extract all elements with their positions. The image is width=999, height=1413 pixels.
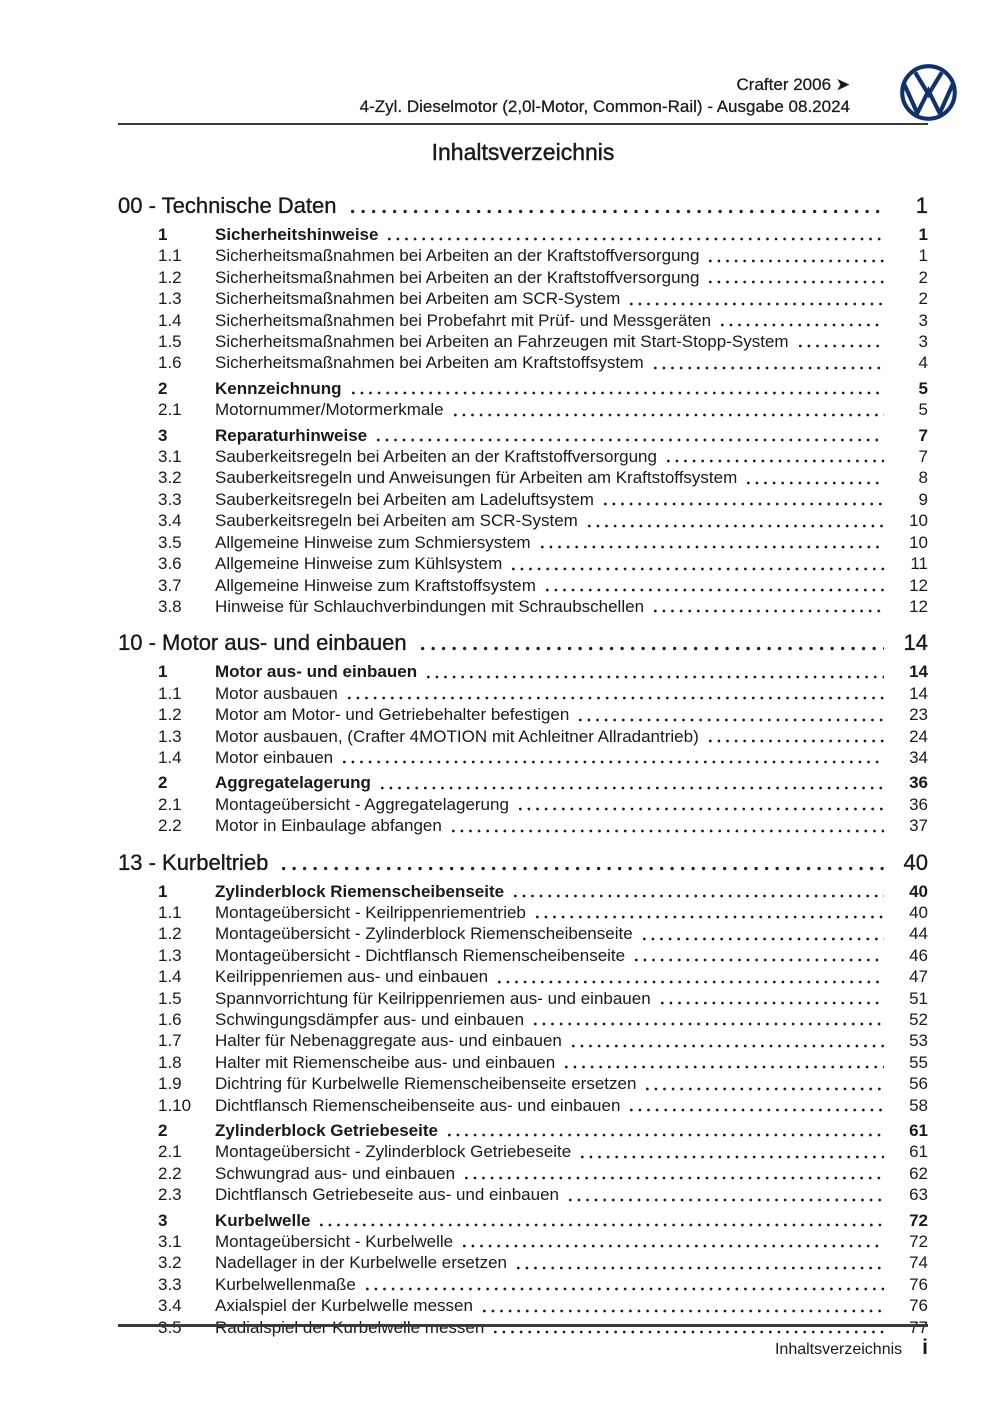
dot-leader [388, 236, 884, 242]
toc-entry[interactable] [118, 726, 928, 747]
toc-entry-page: 46 [909, 945, 928, 965]
toc-entry-title: Motor ausbauen [215, 683, 338, 703]
toc-entry[interactable] [118, 1184, 928, 1205]
dot-leader [452, 828, 884, 834]
toc-section-entries [118, 224, 928, 617]
toc-entry-number: 3.8 [158, 596, 182, 616]
dot-leader [604, 501, 884, 507]
toc-entry[interactable] [118, 553, 928, 574]
toc-entry-page: 77 [909, 1317, 928, 1337]
toc-entry-page: 14 [909, 662, 928, 682]
toc-entry-title: Montageübersicht - Aggregatelagerung [215, 794, 509, 814]
dot-leader [348, 695, 884, 701]
toc-entry-title: Motor in Einbaulage abfangen [215, 816, 442, 836]
dot-leader [483, 1308, 884, 1314]
dot-leader [534, 1021, 884, 1027]
toc-entry-title: Motornummer/Motormerkmale [215, 400, 444, 420]
toc-entry-page: 12 [909, 575, 928, 595]
toc-entry-page: 1 [918, 246, 928, 266]
toc-entry-number: 1.4 [158, 310, 182, 330]
toc-entry[interactable] [118, 902, 928, 923]
toc-entry-number: 1.1 [158, 683, 182, 703]
toc-entry-title: Reparaturhinweise [215, 425, 368, 445]
toc-entry-title: Allgemeine Hinweise zum Kühlsystem [215, 554, 503, 574]
dot-leader [282, 865, 884, 872]
toc-entry-page: 36 [909, 794, 928, 814]
toc-entry-page: 51 [909, 988, 928, 1008]
toc-entry[interactable] [118, 1073, 928, 1094]
toc-entry[interactable] [118, 704, 928, 725]
toc-entry-page: 53 [909, 1031, 928, 1051]
dot-leader [377, 437, 884, 443]
toc-entry-number: 1.3 [158, 289, 182, 309]
toc-section-header[interactable] [118, 193, 928, 219]
toc-entry-title: Nadellager in der Kurbelwelle ersetzen [215, 1253, 507, 1273]
toc-entry-page: 11 [910, 554, 928, 574]
toc-entry-title: Sicherheitsmaßnahmen bei Arbeiten am Kraftstoffsystem [215, 353, 644, 373]
header-model-line: Crafter 2006 ➤ [736, 75, 850, 94]
toc-entry-title: Allgemeine Hinweise zum Schmiersystem [215, 532, 531, 552]
toc-entry-page: 4 [918, 353, 928, 373]
toc-entry-number: 3.3 [158, 1274, 182, 1294]
toc-section [118, 193, 928, 617]
dot-leader [343, 759, 884, 765]
toc-entry-title: Sauberkeitsregeln bei Arbeiten am Ladeluftsystem [215, 489, 594, 509]
dot-leader [352, 390, 884, 396]
dot-leader [799, 343, 884, 349]
dot-leader [654, 608, 884, 614]
dot-leader [427, 674, 884, 680]
toc-entry-page: 44 [909, 924, 928, 944]
toc-entry[interactable] [118, 923, 928, 944]
toc-entry[interactable] [118, 575, 928, 596]
toc-entry-number: 2 [158, 773, 168, 793]
dot-leader [581, 1154, 884, 1160]
toc-entry[interactable] [118, 881, 928, 902]
toc-entry-title: Sauberkeitsregeln und Anweisungen für Arbeiten am Kraftstoffsystem [215, 468, 738, 488]
dot-leader [709, 258, 884, 264]
toc-entry-title: Sauberkeitsregeln bei Arbeiten an der Kraftstoffversorgung [215, 447, 657, 467]
toc-entry-title: Dichtring für Kurbelwelle Riemenscheibenseite ersetzen [215, 1074, 637, 1094]
toc-entry-page: 58 [909, 1095, 928, 1115]
dot-leader [519, 806, 884, 812]
toc-entry[interactable] [118, 1210, 928, 1231]
dot-leader [517, 1265, 884, 1271]
toc-entry-number: 2.1 [158, 1142, 182, 1162]
toc-entry-number: 1.3 [158, 945, 182, 965]
toc-entry-title: Sicherheitsmaßnahmen bei Arbeiten an Fahrzeugen mit Start-Stopp-System [215, 332, 789, 352]
toc-entry-page: 61 [909, 1121, 928, 1141]
toc-entry[interactable] [118, 310, 928, 331]
toc-entry[interactable] [118, 596, 928, 617]
toc-entry-page: 62 [909, 1163, 928, 1183]
toc-entry-number: 1.6 [158, 1010, 182, 1029]
dot-leader [381, 785, 884, 791]
dot-leader [448, 1132, 884, 1138]
footer-label: Inhaltsverzeichnis [774, 1341, 903, 1358]
dot-leader [454, 412, 884, 418]
toc-entry-page: 76 [909, 1274, 928, 1294]
toc-entry-number: 3 [158, 1210, 168, 1230]
toc-entry-title: Radialspiel der Kurbelwelle messen [215, 1317, 485, 1337]
toc-entry[interactable] [118, 747, 928, 768]
toc-entry-title: Axialspiel der Kurbelwelle messen [215, 1296, 473, 1316]
header-subtitle-line: 4-Zyl. Dieselmotor (2,0l-Motor, Common-Rail) - Ausgabe 08.2024 [359, 97, 850, 116]
toc-entry-page: 76 [909, 1296, 928, 1316]
toc-section-page: 14 [903, 630, 928, 656]
toc-section-page: 40 [903, 849, 928, 875]
toc-entry-number: 2 [158, 1121, 168, 1141]
toc-entry[interactable] [118, 245, 928, 266]
dot-leader [541, 544, 884, 550]
toc-entry-number: 1.9 [158, 1074, 182, 1094]
toc-entry-page: 3 [918, 332, 928, 352]
toc-entry-page: 12 [909, 596, 928, 616]
dot-leader [579, 717, 884, 723]
toc-entry-title: Motor einbauen [215, 747, 334, 767]
dot-leader [351, 208, 884, 215]
toc-entry-page: 8 [918, 468, 928, 488]
toc-entry-title: Halter für Nebenaggregate aus- und einbauen [215, 1031, 562, 1051]
toc-entry-number: 1.1 [158, 246, 182, 266]
toc-entry-title: Sicherheitsmaßnahmen bei Arbeiten am SCR-System [215, 289, 621, 309]
page-title: Inhaltsverzeichnis [431, 139, 615, 165]
table-of-contents [118, 193, 928, 1338]
toc-entry[interactable] [118, 1252, 928, 1273]
toc-section-header[interactable] [118, 630, 928, 656]
toc-entry-number: 3.2 [158, 1253, 182, 1273]
toc-entry-title: Schwingungsdämpfer aus- und einbauen [215, 1010, 525, 1029]
dot-leader [747, 480, 884, 486]
toc-entry-title: Halter mit Riemenscheibe aus- und einbauen [215, 1052, 556, 1072]
toc-entry-number: 2 [158, 378, 168, 398]
toc-entry-page: 10 [909, 532, 928, 552]
toc-entry[interactable] [118, 331, 928, 352]
toc-entry-number: 3.7 [158, 575, 182, 595]
toc-entry-page: 2 [918, 267, 928, 287]
dot-leader [709, 738, 884, 744]
toc-entry-page: 1 [918, 225, 928, 244]
toc-section-header[interactable] [118, 850, 928, 876]
toc-section-label: 10 - Motor aus- und einbauen [118, 630, 407, 656]
toc-entry-number: 1.6 [158, 353, 182, 373]
toc-entry-page: 52 [909, 1010, 928, 1029]
toc-entry-title: Montageübersicht - Zylinderblock Riemenscheibenseite [215, 924, 633, 944]
toc-section-entries [118, 881, 928, 1339]
toc-entry[interactable] [118, 683, 928, 704]
toc-entry-page: 47 [909, 967, 928, 987]
dot-leader [661, 1000, 884, 1006]
toc-entry-title: Motor aus- und einbauen [215, 662, 418, 682]
dot-leader [572, 1043, 884, 1049]
toc-entry-page: 3 [918, 310, 928, 330]
toc-entry-page: 5 [918, 400, 928, 420]
dot-leader [569, 1197, 884, 1203]
toc-entry[interactable] [118, 1274, 928, 1295]
document-footer [118, 1324, 928, 1360]
toc-entry-number: 1.4 [158, 967, 182, 987]
toc-entry-number: 3 [158, 425, 168, 445]
toc-entry-title: Sauberkeitsregeln bei Arbeiten am SCR-System [215, 511, 578, 531]
dot-leader [463, 1243, 884, 1249]
toc-entry-number: 1.8 [158, 1052, 182, 1072]
toc-entry-title: Sicherheitshinweise [215, 225, 379, 244]
toc-entry-title: Kurbelwellenmaße [215, 1274, 356, 1294]
dot-leader [514, 893, 884, 899]
toc-entry-number: 2.3 [158, 1185, 182, 1205]
footer-page-number: i [922, 1336, 928, 1359]
toc-entry[interactable] [118, 1120, 928, 1141]
toc-entry[interactable] [118, 467, 928, 488]
toc-entry-title: Zylinderblock Getriebeseite [215, 1121, 438, 1141]
toc-entry[interactable] [118, 1231, 928, 1252]
document-header [118, 74, 928, 125]
toc-entry-page: 72 [909, 1210, 928, 1230]
toc-entry[interactable] [118, 661, 928, 682]
toc-entry[interactable] [118, 1052, 928, 1073]
toc-entry-page: 10 [909, 511, 928, 531]
toc-entry-title: Aggregatelagerung [215, 773, 371, 793]
toc-section [118, 630, 928, 836]
dot-leader [588, 523, 884, 529]
vw-logo-icon [899, 63, 958, 122]
dot-leader [366, 1286, 884, 1292]
toc-entry[interactable] [118, 352, 928, 373]
toc-entry-number: 1.2 [158, 705, 182, 725]
toc-entry-title: Zylinderblock Riemenscheibenseite [215, 881, 505, 901]
toc-entry-number: 2.1 [158, 400, 182, 420]
toc-entry-number: 3.1 [158, 1232, 182, 1252]
toc-entry-title: Schwungrad aus- und einbauen [215, 1163, 456, 1183]
toc-entry-number: 1.2 [158, 924, 182, 944]
dot-leader [565, 1064, 884, 1070]
dot-leader [667, 458, 884, 464]
toc-entry-title: Spannvorrichtung für Keilrippenriemen aus- und einbauen [215, 988, 651, 1008]
toc-entry[interactable] [118, 446, 928, 467]
toc-entry-page: 14 [909, 683, 928, 703]
toc-entry-number: 2.2 [158, 1163, 182, 1183]
toc-entry-number: 1.10 [158, 1095, 192, 1115]
toc-entry-page: 7 [918, 447, 928, 467]
toc-entry-title: Sicherheitsmaßnahmen bei Arbeiten an der Kraftstoffversorgung [215, 267, 700, 287]
toc-entry[interactable] [118, 794, 928, 815]
toc-entry-number: 1 [158, 225, 168, 244]
toc-entry-title: Sicherheitsmaßnahmen bei Probefahrt mit Prüf- und Messgeräten [215, 310, 712, 330]
toc-entry-title: Montageübersicht - Dichtflansch Riemenscheibenseite [215, 945, 626, 965]
toc-entry[interactable] [118, 267, 928, 288]
toc-entry-number: 1.4 [158, 747, 182, 767]
toc-entry[interactable] [118, 1295, 928, 1316]
toc-entry-number: 1.5 [158, 332, 182, 352]
dot-leader [546, 587, 884, 593]
toc-entry-page: 63 [909, 1185, 928, 1205]
toc-entry-page: 34 [909, 747, 928, 767]
toc-entry-page: 55 [909, 1052, 928, 1072]
toc-entry[interactable] [118, 1030, 928, 1051]
header-text [118, 74, 928, 118]
toc-entry[interactable] [118, 378, 928, 399]
toc-entry-page: 5 [918, 378, 928, 398]
toc-entry[interactable] [118, 1141, 928, 1162]
toc-entry-number: 3.4 [158, 1296, 182, 1316]
dot-leader [630, 301, 884, 307]
toc-entry[interactable] [118, 966, 928, 987]
toc-entry[interactable] [118, 988, 928, 1009]
toc-entry[interactable] [118, 510, 928, 531]
toc-entry[interactable] [118, 399, 928, 420]
toc-entry[interactable] [118, 489, 928, 510]
toc-entry-page: 7 [918, 425, 928, 445]
toc-entry-number: 3.6 [158, 554, 182, 574]
toc-entry-number: 1.7 [158, 1031, 182, 1051]
toc-entry-page: 56 [909, 1074, 928, 1094]
toc-entry-title: Motor am Motor- und Getriebehalter befestigen [215, 705, 570, 725]
toc-entry-number: 3.5 [158, 532, 182, 552]
toc-entry-number: 2.2 [158, 816, 182, 836]
toc-entry[interactable] [118, 945, 928, 966]
toc-entry-number: 1.1 [158, 902, 182, 922]
toc-entry[interactable] [118, 1163, 928, 1184]
dot-leader [498, 979, 884, 985]
toc-entry[interactable] [118, 815, 928, 836]
toc-entry-page: 2 [918, 289, 928, 309]
toc-entry-page: 36 [909, 773, 928, 793]
toc-entry-number: 1.5 [158, 988, 182, 1008]
page-content [118, 74, 928, 1338]
toc-section [118, 850, 928, 1339]
toc-entry-page: 9 [918, 489, 928, 509]
toc-entry-title: Kennzeichnung [215, 378, 342, 398]
dot-leader [512, 566, 884, 572]
dot-leader [421, 645, 884, 652]
toc-entry-title: Sicherheitsmaßnahmen bei Arbeiten an der Kraftstoffversorgung [215, 246, 700, 266]
toc-entry-title: Hinweise für Schlauchverbindungen mit Schraubschellen [215, 596, 645, 616]
toc-entry-number: 3.3 [158, 489, 182, 509]
toc-entry-number: 2.1 [158, 794, 182, 814]
toc-entry-title: Keilrippenriemen aus- und einbauen [215, 967, 489, 987]
toc-entry-number: 3.4 [158, 511, 182, 531]
toc-entry-number: 1.3 [158, 726, 182, 746]
toc-entry-page: 74 [909, 1253, 928, 1273]
toc-entry-page: 24 [909, 726, 928, 746]
toc-entry[interactable] [118, 772, 928, 793]
toc-entry-number: 1.2 [158, 267, 182, 287]
toc-entry-page: 37 [909, 816, 928, 836]
dot-leader [721, 322, 884, 328]
toc-entry[interactable] [118, 1009, 928, 1030]
dot-leader [320, 1222, 884, 1228]
toc-entry-title: Montageübersicht - Kurbelwelle [215, 1232, 454, 1252]
toc-entry-number: 3.1 [158, 447, 182, 467]
toc-entry-number: 3.5 [158, 1317, 182, 1337]
toc-entry-page: 61 [909, 1142, 928, 1162]
dot-leader [536, 914, 884, 920]
toc-entry-page: 72 [909, 1232, 928, 1252]
toc-entry[interactable] [118, 532, 928, 553]
toc-entry-title: Motor ausbauen, (Crafter 4MOTION mit Achleitner Allradantrieb) [215, 726, 699, 746]
dot-leader [643, 936, 884, 942]
toc-section-entries [118, 661, 928, 836]
toc-entry-number: 3.2 [158, 468, 182, 488]
toc-entry-title: Montageübersicht - Keilrippenriementrieb [215, 902, 526, 922]
toc-entry-title: Allgemeine Hinweise zum Kraftstoffsystem [215, 575, 536, 595]
dot-leader [654, 365, 884, 371]
dot-leader [630, 1107, 884, 1113]
dot-leader [635, 957, 884, 963]
dot-leader [646, 1086, 884, 1092]
toc-entry-title: Dichtflansch Riemenscheibenseite aus- und einbauen [215, 1095, 621, 1115]
toc-entry[interactable] [118, 224, 928, 245]
dot-leader [709, 279, 884, 285]
toc-section-page: 1 [915, 193, 928, 218]
toc-section-label: 13 - Kurbeltrieb [118, 849, 269, 875]
dot-leader [465, 1175, 884, 1181]
toc-entry-title: Dichtflansch Getriebeseite aus- und einbauen [215, 1185, 559, 1205]
toc-entry-page: 23 [909, 705, 928, 725]
toc-entry-page: 40 [909, 881, 928, 901]
toc-entry-title: Kurbelwelle [215, 1210, 311, 1230]
toc-entry-number: 1 [158, 881, 168, 901]
toc-entry[interactable] [118, 1095, 928, 1116]
toc-entry[interactable] [118, 288, 928, 309]
toc-section-label: 00 - Technische Daten [118, 193, 337, 218]
toc-entry-number: 1 [158, 662, 168, 682]
toc-entry-title: Montageübersicht - Zylinderblock Getriebeseite [215, 1142, 572, 1162]
toc-entry[interactable] [118, 425, 928, 446]
toc-entry-page: 40 [909, 902, 928, 922]
